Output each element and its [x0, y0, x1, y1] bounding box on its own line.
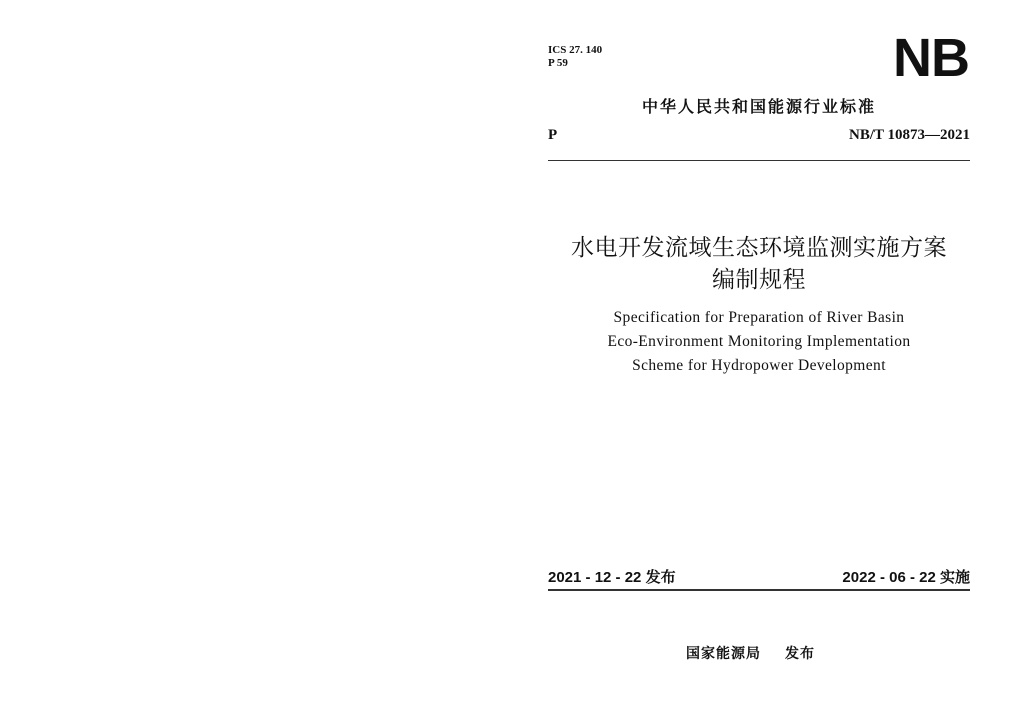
implementation-date: 2022 - 06 - 22 实施	[842, 569, 970, 586]
english-title-line-2: Eco-Environment Monitoring Implementation	[607, 333, 911, 350]
english-title-line-1: Specification for Preparation of River Basin	[613, 309, 905, 326]
nb-logo: NB	[893, 28, 969, 88]
english-title-line-3: Scheme for Hydropower Development	[632, 357, 886, 374]
footer-divider	[548, 589, 970, 591]
publisher-name: 国家能源局	[686, 646, 761, 662]
standard-number: NB/T 10873—2021	[849, 127, 970, 143]
chinese-title-line-2: 编制规程	[712, 267, 806, 293]
chinese-title-line-1: 水电开发流域生态环境监测实施方案	[571, 235, 947, 261]
english-title	[548, 306, 970, 378]
publisher-action: 发布	[785, 646, 815, 662]
publisher-line	[686, 643, 815, 663]
header-divider	[548, 160, 970, 161]
chinese-title	[548, 232, 970, 296]
issue-date: 2021 - 12 - 22 发布	[548, 569, 676, 586]
ics-code: ICS 27. 140	[548, 44, 603, 56]
classification-codes	[548, 44, 602, 70]
class-code: P 59	[548, 57, 568, 69]
category-label: P	[548, 127, 558, 143]
standard-type-heading: 中华人民共和国能源行业标准	[641, 97, 876, 116]
